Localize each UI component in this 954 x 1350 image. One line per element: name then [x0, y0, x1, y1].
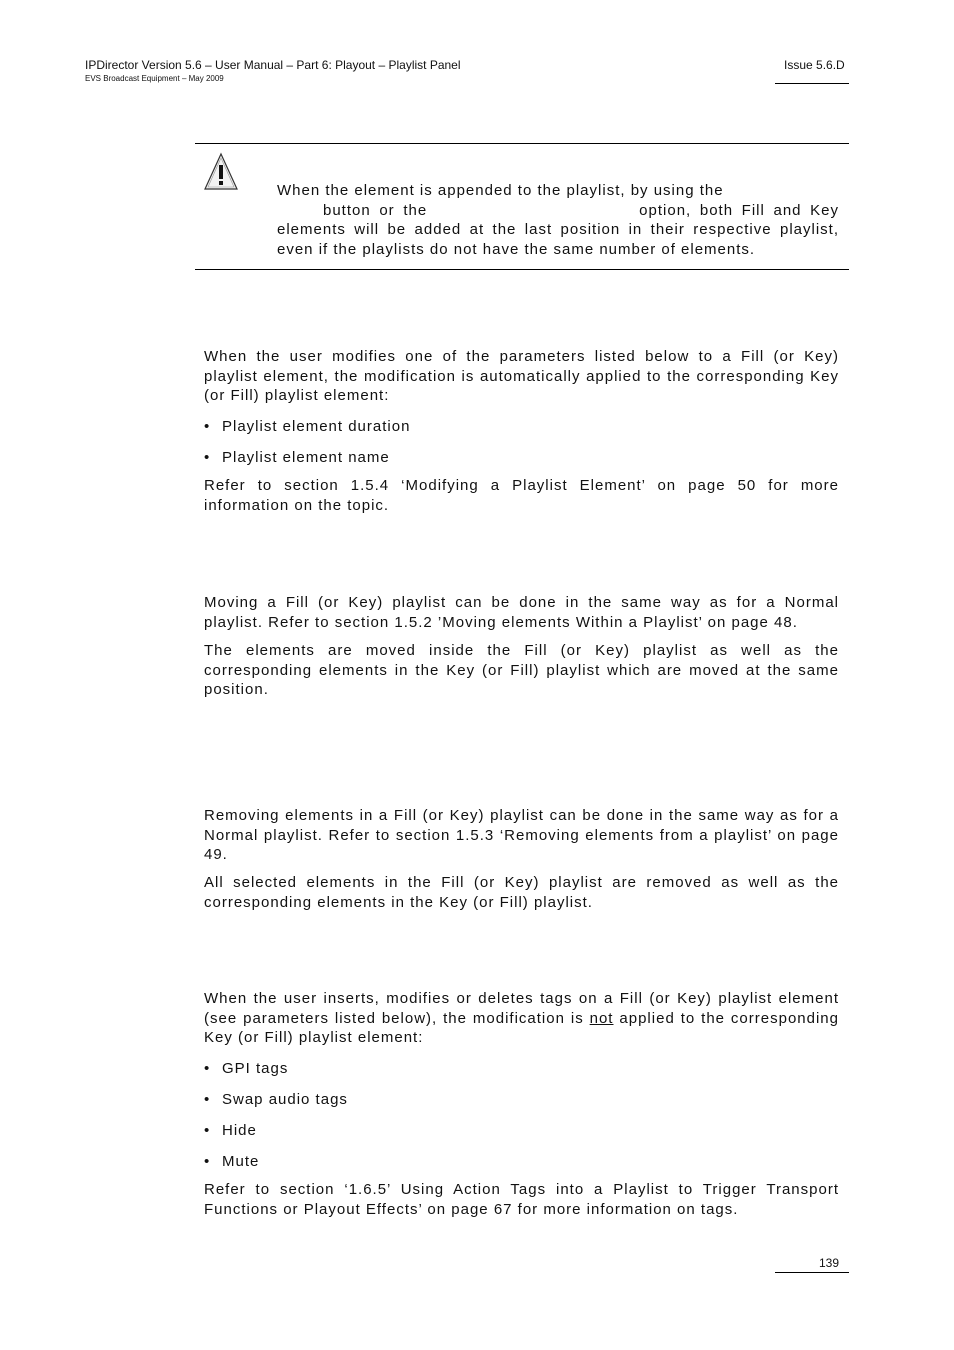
- tags-bullet: • Swap audio tags: [204, 1091, 348, 1108]
- move-paragraph-2: The elements are moved inside the Fill (or Key) playlist as well as the corresponding elements in the Key (or Fill) playlist which are moved at the same position.: [204, 642, 839, 698]
- modify-paragraph-1: When the user modifies one of the parameters listed below to a Fill (or Key) playlist element, the modification is automatically applied to the corresponding Key (or Fill) playlist element:: [204, 348, 839, 404]
- modify-paragraph-2: Refer to section 1.5.4 ‘Modifying a Playlist Element’ on page 50 for more information on the topic.: [204, 477, 839, 514]
- tags-bullet: • GPI tags: [204, 1060, 289, 1077]
- modify-bullet: • Playlist element name: [204, 449, 390, 466]
- warning-icon: [203, 152, 239, 192]
- note-line2b: option, both Fill and Key: [639, 201, 839, 219]
- note-line2a: button or the: [323, 201, 428, 219]
- move-paragraph-1: Moving a Fill (or Key) playlist can be done in the same way as for a Normal playlist. Refer to section 1.5.2 ’Moving elements Within a Playlist’ on page 48.: [204, 594, 839, 631]
- note-top-rule: [195, 143, 849, 144]
- note-text: [277, 181, 839, 259]
- note-line1: When the element is appended to the playlist, by using the: [277, 182, 724, 199]
- remove-paragraph-1: Removing elements in a Fill (or Key) playlist can be done in the same way as for a Normal playlist. Refer to section 1.5.3 ‘Removing elements from a playlist’ on page 49.: [204, 807, 839, 863]
- tags-paragraph-2: Refer to section ‘1.6.5’ Using Action Tags into a Playlist to Trigger Transport Functions or Playout Effects’ on page 67 for more information on tags.: [204, 1181, 839, 1218]
- note-rest: elements will be added at the last position in their respective playlist, even if the playlists do not have the same number of elements.: [277, 221, 839, 258]
- header-rule: [775, 83, 849, 84]
- header-title: IPDirector Version 5.6 – User Manual – Part 6: Playout – Playlist Panel: [85, 58, 461, 72]
- tags-bullet: • Hide: [204, 1122, 257, 1139]
- page-number: 139: [819, 1256, 840, 1270]
- note-bottom-rule: [195, 269, 849, 270]
- footer-rule: [775, 1272, 849, 1273]
- tags-paragraph-1: When the user inserts, modifies or deletes tags on a Fill (or Key) playlist element (see parameters listed below), the modification is not applied to the corresponding Key (or Fill) playlist element:: [204, 990, 839, 1046]
- remove-paragraph-2: All selected elements in the Fill (or Key) playlist are removed as well as the corresponding elements in the Key (or Fill) playlist.: [204, 874, 839, 911]
- header-issue: Issue 5.6.D: [784, 58, 845, 72]
- modify-bullet: • Playlist element duration: [204, 418, 411, 435]
- header-subtitle: EVS Broadcast Equipment – May 2009: [85, 74, 224, 83]
- tags-bullet: • Mute: [204, 1153, 260, 1170]
- emphasis-not: not: [589, 1009, 614, 1027]
